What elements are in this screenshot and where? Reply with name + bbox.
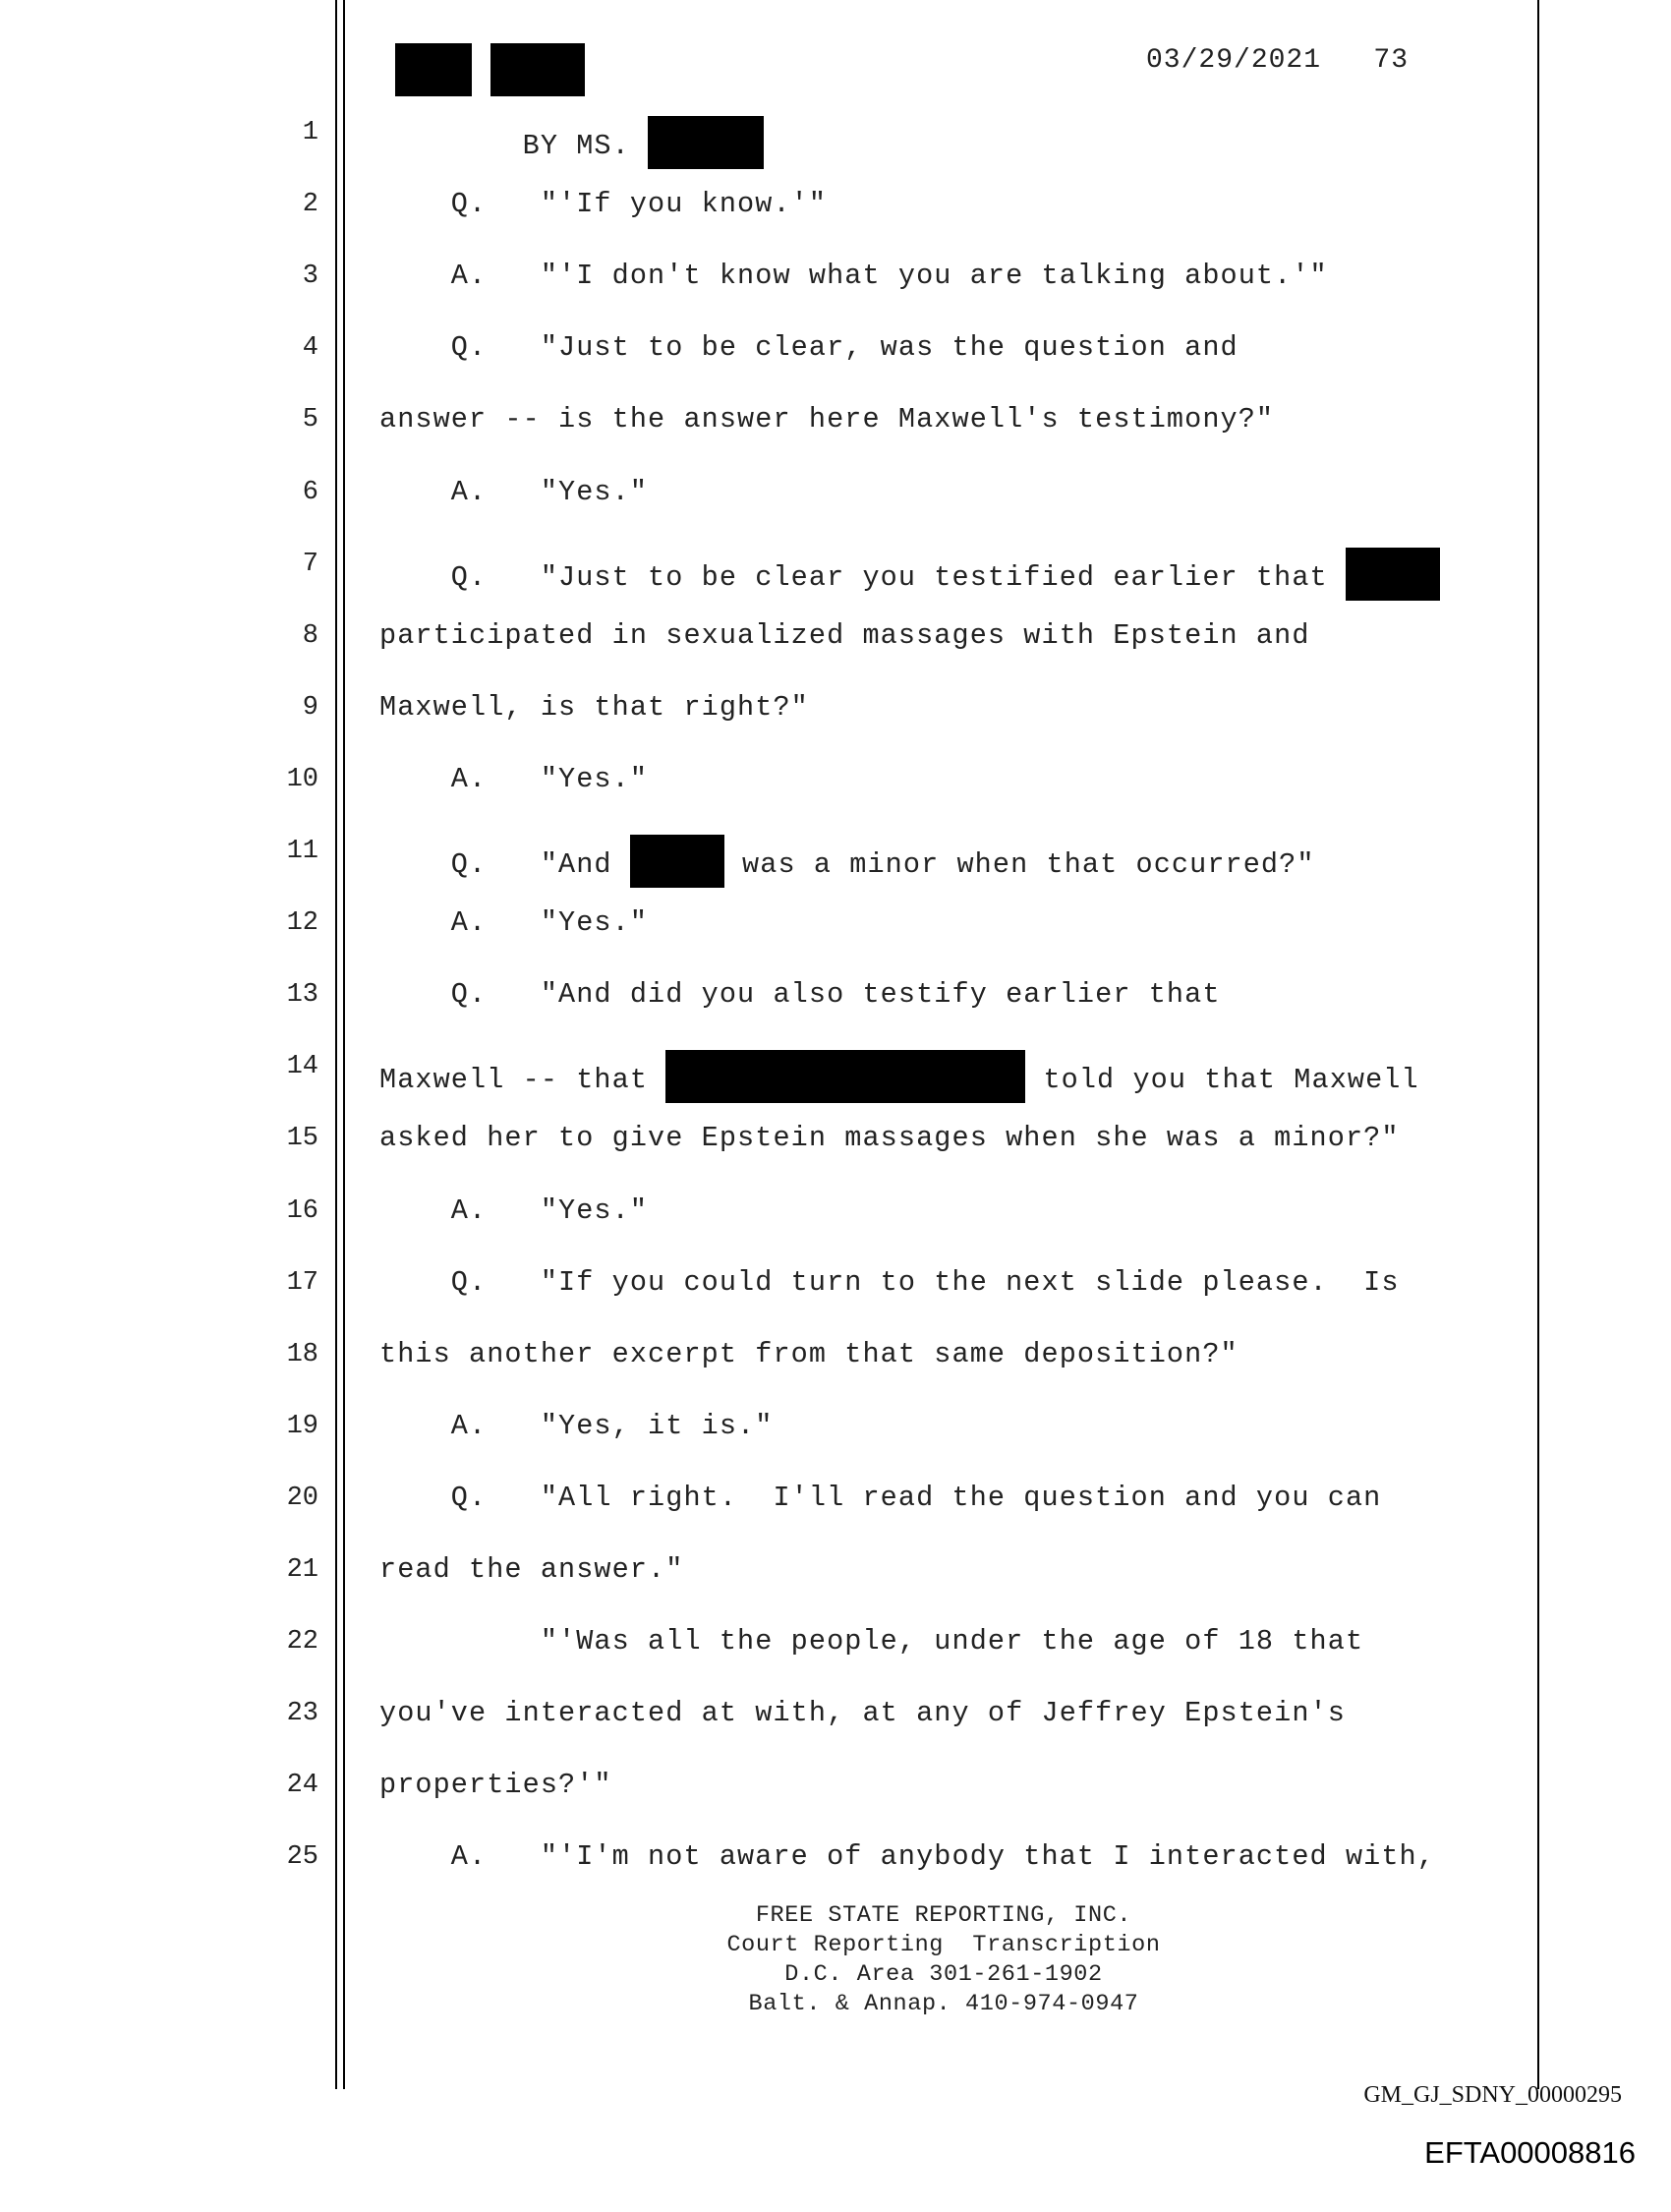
line-number: 8 <box>302 621 318 651</box>
line-number: 18 <box>286 1340 318 1369</box>
redaction-box <box>1346 548 1440 601</box>
transcript-text: told you that Maxwell <box>1025 1064 1419 1096</box>
transcript-text: Maxwell -- that <box>379 1064 666 1096</box>
bates-number-efta: EFTA00008816 <box>1424 2135 1636 2170</box>
transcript-text: Maxwell, is that right?" <box>379 691 809 724</box>
line-number: 5 <box>302 405 318 435</box>
transcript-text: Q. "Just to be clear, was the question and <box>379 331 1239 364</box>
footer-services: Court Reporting Transcription <box>726 1932 1161 1958</box>
transcript-text: answer -- is the answer here Maxwell's testimony?" <box>379 403 1275 436</box>
transcript-text: Q. "If you could turn to the next slide please. Is <box>379 1266 1400 1299</box>
line-number: 21 <box>286 1555 318 1585</box>
line-number: 10 <box>286 765 318 794</box>
line-number: 15 <box>286 1124 318 1153</box>
transcript-line <box>379 1338 1239 1370</box>
transcript-line <box>379 1769 612 1801</box>
transcript-line <box>379 1697 1346 1729</box>
transcript-line <box>379 1840 1435 1873</box>
transcript-text: A. "Yes, it is." <box>379 1410 774 1442</box>
line-number: 23 <box>286 1699 318 1728</box>
transcript-line <box>379 978 1221 1011</box>
transcript-text: "'Was all the people, under the age of 18 that <box>379 1625 1364 1658</box>
line-number: 6 <box>302 478 318 507</box>
line-number: 16 <box>286 1196 318 1226</box>
transcript-line <box>379 260 1328 292</box>
line-number: 24 <box>286 1771 318 1800</box>
line-number: 3 <box>302 262 318 291</box>
transcript-line <box>379 1194 648 1227</box>
line-number: 2 <box>302 190 318 219</box>
line-number: 13 <box>286 980 318 1010</box>
transcript-text: read the answer." <box>379 1553 684 1586</box>
transcript-text: Q. "'If you know.'" <box>379 188 828 220</box>
line-number: 12 <box>286 908 318 938</box>
header-redaction-2 <box>490 43 585 96</box>
line-number: 25 <box>286 1842 318 1872</box>
bates-number-gm: GM_GJ_SDNY_00000295 <box>1363 2082 1622 2108</box>
transcript-text: A. "'I'm not aware of anybody that I interacted with, <box>379 1840 1435 1873</box>
line-number: 20 <box>286 1484 318 1513</box>
transcript-line <box>379 476 648 508</box>
transcript-line <box>379 1266 1400 1299</box>
left-margin-rule-inner <box>343 0 345 2089</box>
transcript-text: Q. "And <box>379 848 630 881</box>
transcript-text: BY MS. <box>379 130 649 162</box>
transcript-text: participated in sexualized massages with Epstein and <box>379 619 1310 652</box>
line-number: 14 <box>286 1052 318 1081</box>
transcript-line <box>379 188 827 220</box>
transcript-line <box>379 1122 1400 1154</box>
transcript-text: A. "Yes." <box>379 476 649 508</box>
transcript-text: A. "Yes." <box>379 763 649 795</box>
transcript-text: Q. "Just to be clear you testified earlier that <box>379 561 1346 594</box>
transcript-line <box>379 403 1274 436</box>
line-number: 19 <box>286 1412 318 1441</box>
line-number: 4 <box>302 333 318 363</box>
transcript-line <box>379 548 1440 601</box>
line-number: 17 <box>286 1268 318 1298</box>
transcript-text: properties?'" <box>379 1769 612 1801</box>
transcript-line <box>379 906 648 939</box>
footer-dc-phone: D.C. Area 301-261-1902 <box>784 1961 1103 1988</box>
line-number: 1 <box>302 118 318 147</box>
line-number: 22 <box>286 1627 318 1657</box>
transcript-text: Q. "All right. I'll read the question and you can <box>379 1482 1382 1514</box>
header-date-page: 03/29/2021 73 <box>1146 45 1410 76</box>
reporter-footer <box>550 1901 1337 2019</box>
transcript-line <box>379 835 1315 888</box>
transcript-line <box>379 1410 773 1442</box>
transcript-line <box>379 116 764 169</box>
line-number: 9 <box>302 693 318 723</box>
transcript-line <box>379 1625 1363 1658</box>
transcript-text: Q. "And did you also testify earlier that <box>379 978 1221 1011</box>
right-margin-rule <box>1537 0 1539 2089</box>
left-margin-rule-outer <box>335 0 337 2089</box>
transcript-text: was a minor when that occurred?" <box>723 848 1315 881</box>
transcript-text: you've interacted at with, at any of Jeffrey Epstein's <box>379 1697 1346 1729</box>
line-number: 11 <box>286 837 318 866</box>
transcript-line <box>379 1050 1419 1103</box>
transcript-text: A. "Yes." <box>379 906 649 939</box>
footer-company: FREE STATE REPORTING, INC. <box>755 1902 1132 1929</box>
transcript-line <box>379 763 648 795</box>
transcript-text: A. "'I don't know what you are talking about.'" <box>379 260 1328 292</box>
transcript-text: A. "Yes." <box>379 1194 649 1227</box>
transcript-line <box>379 691 809 724</box>
transcript-text: this another excerpt from that same deposition?" <box>379 1338 1239 1370</box>
transcript-line <box>379 1553 683 1586</box>
line-number: 7 <box>302 550 318 579</box>
transcript-line <box>379 1482 1381 1514</box>
redaction-box <box>630 835 724 888</box>
redaction-box <box>665 1050 1025 1103</box>
footer-balt-phone: Balt. & Annap. 410-974-0947 <box>748 1991 1139 2017</box>
transcript-line <box>379 331 1239 364</box>
transcript-text: asked her to give Epstein massages when she was a minor?" <box>379 1122 1400 1154</box>
transcript-line <box>379 619 1310 652</box>
header-redaction-1 <box>395 43 472 96</box>
redaction-box <box>648 116 764 169</box>
